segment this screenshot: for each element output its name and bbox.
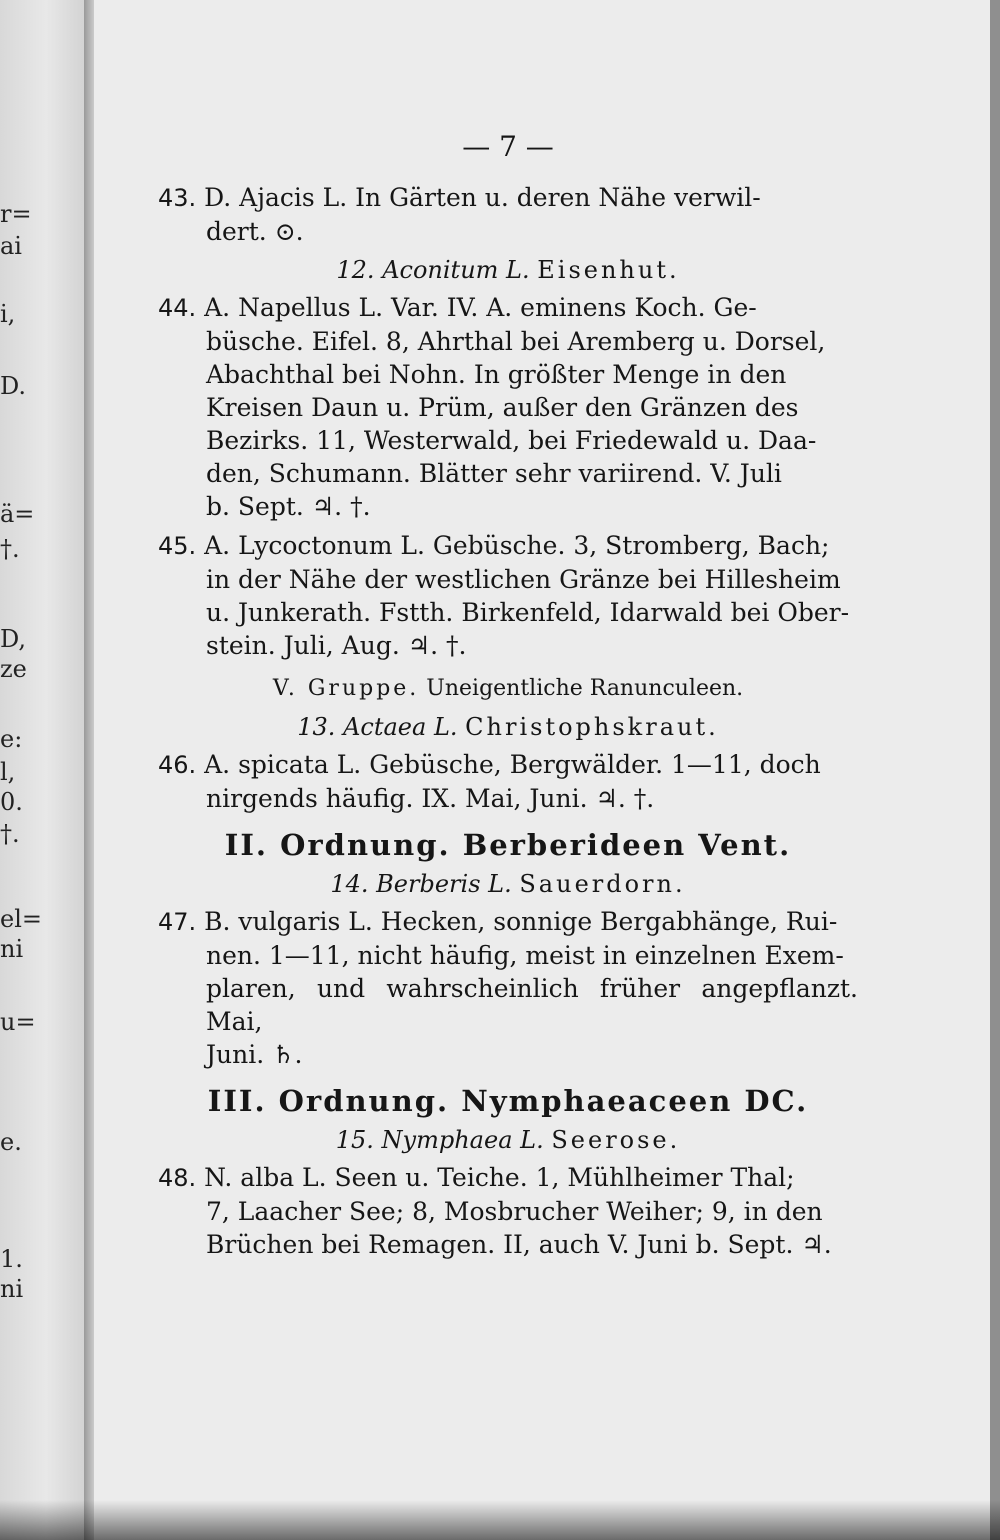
entry-text: D. Ajacis L. In Gärten u. deren Nähe verwil-: [204, 183, 761, 212]
genus-heading-13: [158, 711, 858, 744]
group-name: Uneigentliche Ranunculeen.: [426, 676, 744, 701]
genus-number: 12.: [336, 256, 375, 284]
entry-45: [158, 529, 858, 662]
entry-line: in der Nähe der westlichen Gränze bei Hillesheim: [206, 565, 841, 594]
margin-fragment: D,: [0, 625, 27, 653]
order-name: Nymphaeaceen DC.: [461, 1084, 809, 1118]
genus-latin-name: Aconitum L.: [382, 256, 530, 284]
entry-text: A. Napellus L. Var. IV. A. eminens Koch. Ge-: [204, 293, 757, 322]
genus-heading-14: [158, 868, 858, 901]
entry-43: [158, 181, 858, 248]
entry-line: [158, 1161, 858, 1195]
margin-fragment: e.: [0, 1128, 22, 1156]
entry-44: [158, 291, 858, 523]
entry-48: [158, 1161, 858, 1261]
margin-fragment: l,: [0, 758, 16, 786]
margin-fragment: †.: [0, 820, 20, 848]
entry-46: [158, 748, 858, 815]
group-heading-v: [158, 672, 858, 705]
entry-number: 48.: [158, 1164, 197, 1192]
entry-47: [158, 905, 858, 1071]
genus-latin-name: Berberis L.: [376, 870, 512, 898]
genus-number: 15.: [335, 1126, 374, 1154]
genus-german-name: Seerose.: [551, 1126, 681, 1154]
entry-line: 7, Laacher See; 8, Mosbrucher Weiher; 9, in den: [206, 1197, 823, 1226]
entry-text: B. vulgaris L. Hecken, sonnige Bergabhänge, Rui-: [204, 907, 838, 936]
order-label: III. Ordnung.: [207, 1084, 450, 1118]
entry-line: [158, 291, 858, 325]
margin-fragment: r=: [0, 200, 32, 228]
entry-line: büsche. Eifel. 8, Ahrthal bei Aremberg u. Dorsel,: [206, 327, 826, 356]
entry-line: [158, 905, 858, 939]
entry-number: 44.: [158, 294, 197, 322]
order-label: II. Ordnung.: [224, 828, 451, 862]
entry-line: dert. ⊙.: [206, 217, 304, 246]
entry-line: plaren, und wahrscheinlich früher angepflanzt. Mai,: [206, 974, 858, 1036]
genus-latin-name: Nymphaea L.: [381, 1126, 544, 1154]
right-page-edge: [990, 0, 1000, 1540]
margin-fragment: 0.: [0, 788, 23, 816]
entry-line: [158, 181, 858, 215]
order-name: Berberideen Vent.: [462, 828, 792, 862]
left-page-edge: [0, 0, 92, 1540]
entry-text: A. Lycoctonum L. Gebüsche. 3, Stromberg, Bach;: [204, 531, 830, 560]
entry-text: N. alba L. Seen u. Teiche. 1, Mühlheimer Thal;: [204, 1163, 795, 1192]
entry-text: A. spicata L. Gebüsche, Bergwälder. 1—11, doch: [204, 750, 821, 779]
entry-number: 43.: [158, 184, 197, 212]
margin-fragment: e:: [0, 725, 23, 753]
margin-fragment: u=: [0, 1008, 36, 1036]
entry-line: Brüchen bei Remagen. II, auch V. Juni b. Sept. ♃.: [206, 1230, 832, 1259]
margin-fragment: 1.: [0, 1245, 23, 1273]
order-heading-2: [158, 829, 858, 862]
margin-fragment: el=: [0, 905, 42, 933]
page-number: — 7 —: [462, 130, 554, 163]
genus-number: 14.: [330, 870, 369, 898]
genus-german-name: Eisenhut.: [537, 256, 680, 284]
entry-line: nen. 1—11, nicht häufig, meist in einzelnen Exem-: [206, 941, 844, 970]
entry-line: Abachthal bei Nohn. In größter Menge in den: [206, 360, 787, 389]
page-text: [158, 130, 858, 1261]
entry-line: Bezirks. 11, Westerwald, bei Friedewald u. Daa-: [206, 426, 817, 455]
entry-line: Kreisen Daun u. Prüm, außer den Gränzen des: [206, 393, 799, 422]
genus-german-name: Sauerdorn.: [519, 870, 686, 898]
entry-number: 47.: [158, 908, 197, 936]
group-label: V. Gruppe.: [272, 676, 420, 701]
genus-german-name: Christophskraut.: [465, 713, 719, 741]
entry-number: 46.: [158, 751, 197, 779]
entry-line: b. Sept. ♃. †.: [206, 492, 371, 521]
margin-fragment: ni: [0, 1275, 24, 1303]
margin-fragment: †.: [0, 535, 20, 563]
entry-line: nirgends häufig. IX. Mai, Juni. ♃. †.: [206, 784, 655, 813]
entry-line: den, Schumann. Blätter sehr variirend. V. Juli: [206, 459, 782, 488]
entry-line: Juni. ♄.: [206, 1040, 303, 1069]
entry-line: stein. Juli, Aug. ♃. †.: [206, 631, 467, 660]
entry-line: [158, 748, 858, 782]
margin-fragment: D.: [0, 372, 27, 400]
margin-fragment: ni: [0, 935, 24, 963]
page-7: [94, 0, 990, 1540]
entry-line: [158, 529, 858, 563]
order-heading-3: [158, 1085, 858, 1118]
entry-line: u. Junkerath. Fstth. Birkenfeld, Idarwald bei Ober-: [206, 598, 850, 627]
entry-number: 45.: [158, 532, 197, 560]
genus-heading-12: [158, 254, 858, 287]
margin-fragment: ze: [0, 655, 27, 683]
margin-fragment: ä=: [0, 500, 35, 528]
book-spine-shadow: [84, 0, 94, 1540]
bottom-shadow: [0, 1500, 1000, 1540]
genus-heading-15: [158, 1124, 858, 1157]
genus-number: 13.: [297, 713, 336, 741]
genus-latin-name: Actaea L.: [343, 713, 458, 741]
margin-fragment: i,: [0, 300, 16, 328]
margin-fragment: ai: [0, 232, 22, 260]
